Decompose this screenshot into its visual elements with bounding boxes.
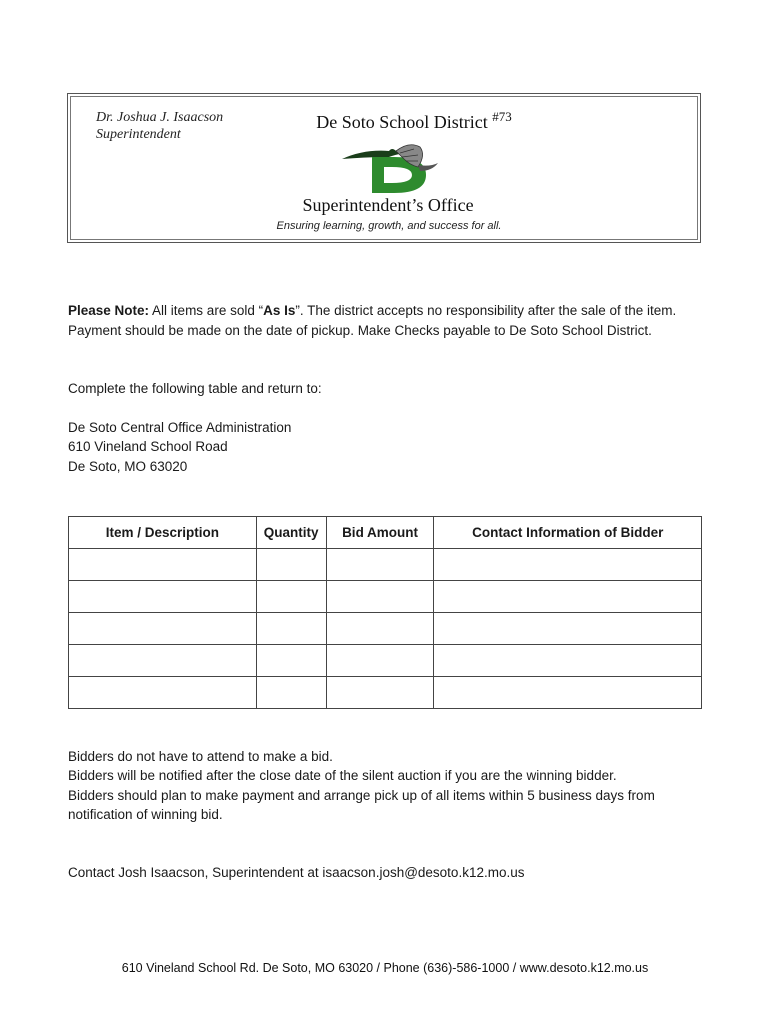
cell-bid-amount[interactable] — [326, 613, 434, 645]
cell-quantity[interactable] — [256, 645, 326, 677]
instruction-line: Bidders do not have to attend to make a bid. — [68, 749, 333, 764]
address-line-2: 610 Vineland School Road — [68, 439, 228, 454]
table-row — [69, 549, 702, 581]
cell-bid-amount[interactable] — [326, 677, 434, 709]
notice-line-2: Payment should be made on the date of pickup. Make Checks payable to De Soto School District. — [68, 323, 652, 338]
notice-text-b: ”. The district accepts no responsibility after the sale of the item. — [295, 303, 677, 318]
as-is-text: As Is — [263, 303, 296, 318]
bid-table — [68, 516, 702, 709]
instruction-line: Bidders will be notified after the close date of the silent auction if you are the winning bidder. — [68, 768, 617, 783]
cell-bid-amount[interactable] — [326, 645, 434, 677]
cell-item[interactable] — [69, 677, 257, 709]
table-row — [69, 677, 702, 709]
table-row — [69, 645, 702, 677]
header-contact-info: Contact Information of Bidder — [434, 517, 702, 549]
cell-bid-amount[interactable] — [326, 581, 434, 613]
cell-item[interactable] — [69, 645, 257, 677]
header-item-description: Item / Description — [69, 517, 257, 549]
cell-quantity[interactable] — [256, 613, 326, 645]
footer: 610 Vineland School Rd. De Soto, MO 63020 / Phone (636)-586-1000 / www.desoto.k12.mo.us — [121, 961, 649, 975]
cell-item[interactable] — [69, 581, 257, 613]
cell-contact[interactable] — [434, 549, 702, 581]
contact-line: Contact Josh Isaacson, Superintendent at isaacson.josh@desoto.k12.mo.us — [68, 865, 525, 880]
instruction-line: Bidders should plan to make payment and arrange pick up of all items within 5 business days from — [68, 788, 655, 803]
cell-item[interactable] — [69, 613, 257, 645]
eagle-d-logo-icon — [334, 137, 444, 197]
table-row — [69, 581, 702, 613]
cell-quantity[interactable] — [256, 549, 326, 581]
instruction-line: notification of winning bid. — [68, 807, 223, 822]
cell-quantity[interactable] — [256, 677, 326, 709]
cell-contact[interactable] — [434, 581, 702, 613]
letterhead — [67, 93, 701, 243]
cell-contact[interactable] — [434, 677, 702, 709]
cell-bid-amount[interactable] — [326, 549, 434, 581]
district-number: #73 — [492, 109, 512, 124]
motto: Ensuring learning, growth, and success for all. — [276, 220, 502, 232]
district-name: De Soto School District — [316, 112, 488, 132]
notice-label: Please Note: — [68, 303, 150, 318]
letterhead-inner-border — [70, 96, 698, 240]
header-quantity: Quantity — [256, 517, 326, 549]
cell-contact[interactable] — [434, 645, 702, 677]
address-line-3: De Soto, MO 63020 — [68, 459, 188, 474]
return-intro: Complete the following table and return to: — [68, 381, 322, 396]
cell-quantity[interactable] — [256, 581, 326, 613]
header-bid-amount: Bid Amount — [326, 517, 434, 549]
table-row — [69, 613, 702, 645]
superintendent-title: Superintendent — [96, 127, 181, 142]
district-name-line — [71, 109, 697, 133]
cell-contact[interactable] — [434, 613, 702, 645]
cell-item[interactable] — [69, 549, 257, 581]
notice-line-1 — [68, 303, 676, 318]
address-line-1: De Soto Central Office Administration — [68, 420, 292, 435]
table-header-row — [69, 517, 702, 549]
notice-text-a: All items are sold “ — [149, 303, 264, 318]
office-name: Superintendent’s Office — [302, 195, 474, 215]
superintendent-name: Dr. Joshua J. Isaacson — [96, 110, 224, 125]
